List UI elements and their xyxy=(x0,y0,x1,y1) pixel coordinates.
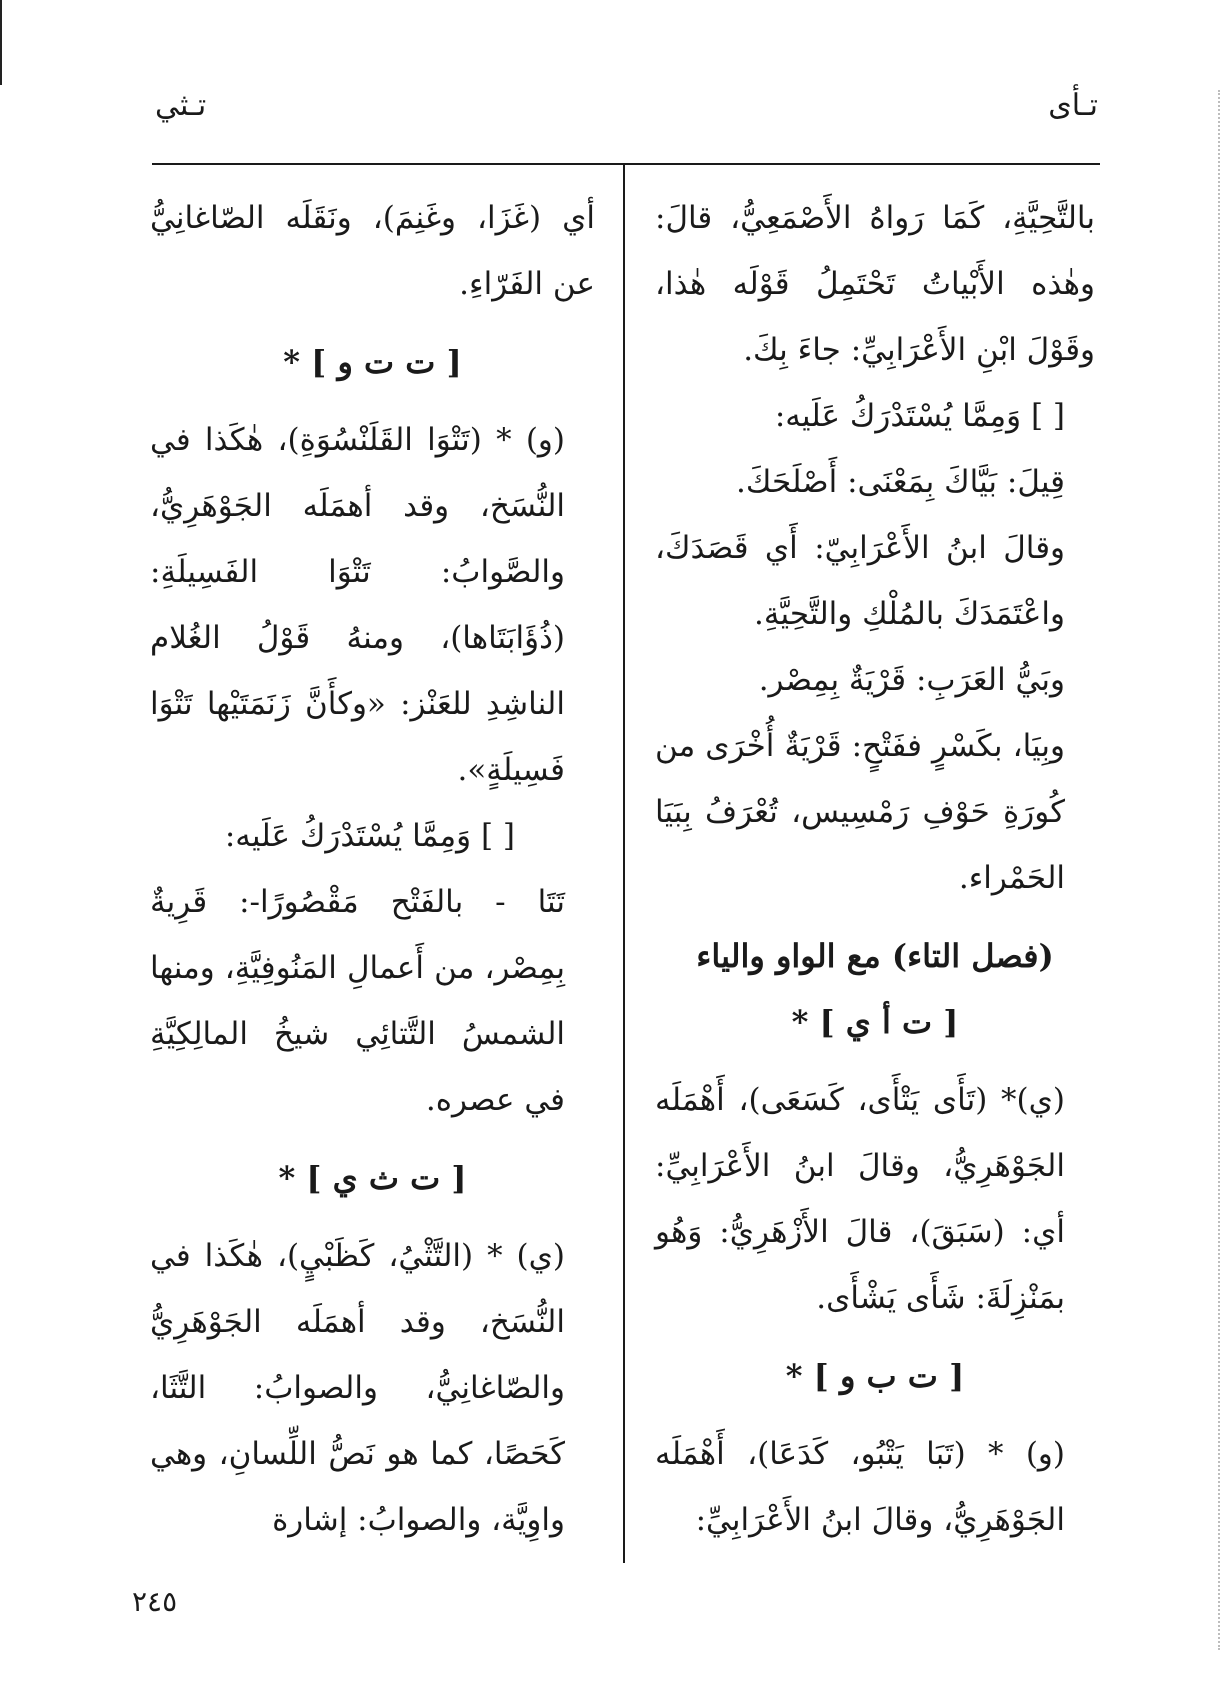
scan-edge-dots xyxy=(1218,90,1220,1650)
section-heading: (فصل التاء) مع الواو والياء xyxy=(696,937,1054,975)
entry-paragraph: (و) * (تَتْوَا القَلَنْسُوَةِ)، هٰكَذا في النُّسَخ، وقد أهمَلَه الجَوْهَرِيُّ، والصَّوابُ: تَتْوَا الفَسِيلَةِ: (ذُؤَابَتَاها)، ومنهُ قَوْلُ الغُلام الناشِدِ للعَنْز: «وكأَنَّ زَنَمَتَيْها تَتْوَا فَسِيلَةٍ». xyxy=(150,422,565,788)
root-heading: [ ت ب و ] * xyxy=(785,1357,965,1395)
paragraph: وبِيَا، بكَسْرٍ ففَتْحٍ: قَرْيَةٌ أُخْرَى من كُورَةِ حَوْفِ رَمْسِيس، تُعْرَفُ بِبَيَا الحَمْراء. xyxy=(655,728,1065,896)
addendum-note: [ ] وَمِمَّا يُسْتَدْرَكُ عَلَيه: xyxy=(774,398,1065,434)
right-column xyxy=(655,185,1095,1553)
header-rule xyxy=(152,163,1100,165)
column-divider xyxy=(623,163,625,1563)
running-head-right: تـأى xyxy=(1048,88,1098,123)
entry-paragraph: (و) * (تَبَا يَتْبُو، كَدَعَا)، أَهْمَلَه الجَوْهَرِيُّ، وقالَ ابنُ الأَعْرَابِيِّ: xyxy=(655,1436,1065,1538)
running-head-left: تـثي xyxy=(155,88,207,123)
root-heading: [ ت ث ي ] * xyxy=(278,1159,467,1197)
left-column xyxy=(150,185,595,1553)
paragraph: وبَيُّ العَرَبِ: قَرْيَةٌ بِمِصْر. xyxy=(758,662,1065,698)
scan-edge-mark xyxy=(0,0,2,85)
paragraph: أي (غَزَا، وغَنِمَ)، ونَقَلَه الصّاغانِيُّ عن الفَرّاءِ. xyxy=(150,200,595,302)
entry-paragraph: (ي) * (التَّثْيُ، كَظَبْيٍ)، هٰكَذا في النُّسَخ، وقد أهمَلَه الجَوْهَرِيُّ والصّاغانِيُّ، والصوابُ: التَّثَا، كَحَصًا، كما هو نَصُّ اللِّسانِ، وهي واوِيَّة، والصوابُ: إشارة xyxy=(150,1238,565,1538)
page-number: ٢٤٥ xyxy=(132,1585,178,1618)
paragraph: بالتَّحِيَّةِ، كَمَا رَواهُ الأَصْمَعِيُّ، قالَ: وهٰذه الأَبْياتُ تَحْتَمِلُ قَوْلَه هٰذا، وقَوْلَ ابْنِ الأَعْرَابِيِّ: جاءَ بِكَ. xyxy=(655,200,1095,368)
paragraph: قِيلَ: بَيَّاكَ بِمَعْنَى: أَصْلَحَكَ. xyxy=(736,464,1065,500)
paragraph: وقالَ ابنُ الأَعْرَابِيّ: أَي قَصَدَكَ، واعْتَمَدَكَ بالمُلْكِ والتَّحِيَّةِ. xyxy=(655,530,1065,632)
addendum-note: [ ] وَمِمَّا يُسْتَدْرَكُ عَلَيه: xyxy=(224,818,515,854)
root-heading: [ ت أ ي ] * xyxy=(791,1003,959,1041)
entry-paragraph: (ي)* (تَأَى يَتْأَى، كَسَعَى)، أَهْمَلَه الجَوْهَرِيُّ، وقالَ ابنُ الأَعْرَابِيِّ: أي: (سَبَقَ)، قالَ الأَزْهَرِيُّ: وَهُو بمَنْزِلَةَ: شَأَى يَشْأَى. xyxy=(655,1082,1065,1316)
paragraph: تَتَا - بالفَتْح مَقْصُورًا-: قَرِيةٌ بِمِصْر، من أَعمالِ المَنُوفِيَّةِ، ومنها الشمسُ التَّتائِي شيخُ المالِكِيَّةِ في عصره. xyxy=(150,884,565,1118)
root-heading: [ ت ت و ] * xyxy=(283,343,462,381)
